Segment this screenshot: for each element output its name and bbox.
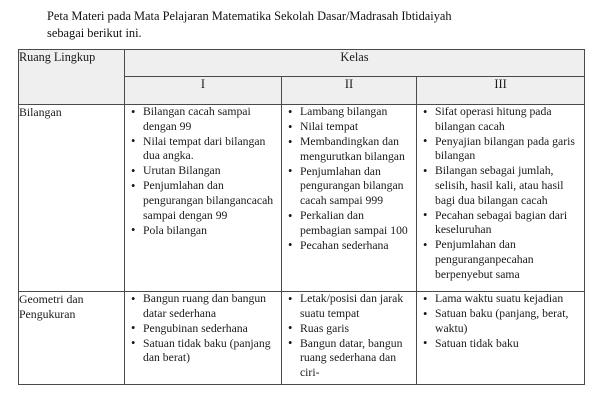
list-item: • Lama waktu suatu kejadian (435, 292, 584, 307)
header-grade-3: III (417, 77, 585, 105)
list-item: • Penjumlahan dan pengurangan bilangan cacah sampai 999 (300, 165, 416, 209)
intro-line-1: Peta Materi pada Mata Pelajaran Matematika Sekolah Dasar/Madrasah Ibtidaiyah (47, 9, 452, 23)
table-header (19, 50, 585, 105)
cell-geometri-grade-3 (417, 292, 585, 385)
list-item: • Nilai tempat dari bilangan dua angka. (143, 135, 281, 164)
item-list (282, 105, 416, 253)
list-item: • Pengubinan sederhana (143, 322, 281, 337)
cell-bilangan-grade-3 (417, 105, 585, 292)
item-list (282, 292, 416, 381)
list-item: • Penyajian bilangan pada garis bilangan (435, 135, 584, 164)
list-item: • Nilai tempat (300, 120, 416, 135)
list-item: • Sifat operasi hitung pada bilangan cacah (435, 105, 584, 134)
item-list (125, 105, 281, 238)
table-body (19, 105, 585, 385)
curriculum-matrix-table (18, 49, 585, 385)
cell-geometri-grade-2 (282, 292, 417, 385)
list-item: • Bilangan cacah sampai dengan 99 (143, 105, 281, 134)
header-grade-1: I (125, 77, 282, 105)
intro-line-2: sebagai berikut ini. (47, 26, 142, 40)
cell-bilangan-grade-2 (282, 105, 417, 292)
table-row (19, 292, 585, 385)
cell-bilangan-grade-1 (125, 105, 282, 292)
header-grade-2: II (282, 77, 417, 105)
list-item: • Membandingkan dan mengurutkan bilangan (300, 135, 416, 164)
list-item: • Penjumlahan dan penguranganpecahan berpenyebut sama (435, 238, 584, 282)
item-list (417, 292, 584, 351)
list-item: • Penjumlahan dan pengurangan bilangancacah sampai dengan 99 (143, 179, 281, 223)
list-item: • Satuan tidak baku (435, 337, 584, 352)
scope-label-geometri: Geometri dan Pengukuran (19, 292, 125, 385)
list-item: • Pecahan sebagai bagian dari keseluruhan (435, 209, 584, 238)
list-item: • Urutan Bilangan (143, 164, 281, 179)
intro-paragraph (47, 8, 584, 42)
item-list (125, 292, 281, 366)
table-row (19, 105, 585, 292)
list-item: • Bangun ruang dan bangun datar sederhana (143, 292, 281, 321)
list-item: • Satuan baku (panjang, berat, waktu) (435, 307, 584, 336)
list-item: • Bangun datar, bangun ruang sederhana dan ciri- (300, 337, 416, 381)
list-item: • Pecahan sederhana (300, 239, 416, 254)
item-list (417, 105, 584, 282)
list-item: • Bilangan sebagai jumlah, selisih, hasil kali, atau hasil bagi dua bilangan cacah (435, 164, 584, 208)
list-item: • Letak/posisi dan jarak suatu tempat (300, 292, 416, 321)
header-row-primary (19, 50, 585, 77)
list-item: • Satuan tidak baku (panjang dan berat) (143, 337, 281, 366)
cell-geometri-grade-1 (125, 292, 282, 385)
list-item: • Pola bilangan (143, 224, 281, 239)
list-item: • Lambang bilangan (300, 105, 416, 120)
header-kelas: Kelas (125, 50, 585, 77)
header-ruang-lingkup: Ruang Lingkup (19, 50, 125, 105)
list-item: • Perkalian dan pembagian sampai 100 (300, 209, 416, 238)
list-item: • Ruas garis (300, 322, 416, 337)
scope-label-bilangan: Bilangan (19, 105, 125, 292)
